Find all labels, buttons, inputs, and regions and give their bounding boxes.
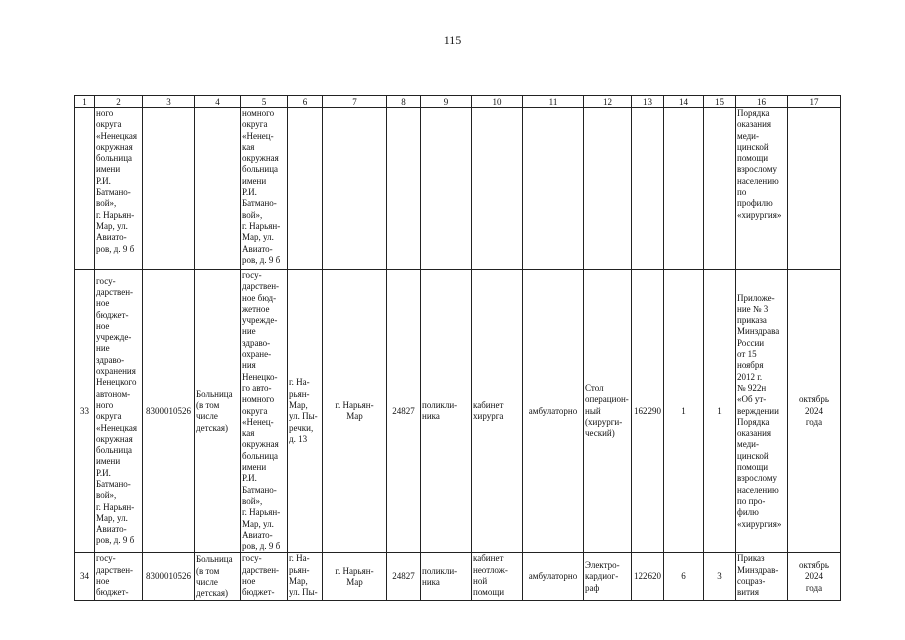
table-row-continued [75,108,841,270]
table-cell: 1 [704,270,736,553]
table-cell: Порядка оказания меди- цинской помощи взрослому населению по профилю «хирургия» [736,108,788,270]
column-number: 14 [664,96,704,108]
table-cell: госу- дарствен- ное бюд- жетное учрежде- ние здраво- охране- ния Ненецко- го авто- номного округа «Ненец- кая окружная больница имени Р.И. Батмано- вой», г. Нарьян- Мар, ул. Авиато- ров, д. 9 б [241,270,288,553]
table-row [75,553,841,601]
column-number: 17 [788,96,841,108]
table-cell: 1 [664,270,704,553]
column-number: 6 [288,96,323,108]
table-cell: 8300010526 [143,270,195,553]
table-cell: октябрь 2024 года [788,553,841,601]
column-number: 5 [241,96,288,108]
column-number: 11 [523,96,584,108]
table-cell: госу- дарствен- ное бюджет- [241,553,288,601]
page-number: 115 [443,33,462,47]
column-number: 10 [472,96,523,108]
table-cell: 3 [704,553,736,601]
table-cell: Приложе- ние № 3 приказа Минздрава России от 15 ноября 2012 г. № 922н «Об ут- верждении Порядка оказания меди- цинской помощи взрослому населению по про- филю «хирургия» [736,270,788,553]
column-number: 4 [195,96,241,108]
table-cell: 8300010526 [143,553,195,601]
table-cell: 24827 [387,270,421,553]
column-number: 12 [584,96,632,108]
table-cell: поликли- ника [421,553,472,601]
table-cell: госу- дарствен- ное бюджет- ное учрежде- ние здраво- охранения Ненецкого автоном- ного округа «Ненецкая окружная больница имени Р.И. Батмано- вой», г. Нарьян- Мар, ул. Авиато- ров, д. 9 б [95,270,143,553]
table-row [75,270,841,553]
table-cell: г. Нарьян- Мар [323,270,387,553]
table-cell: Приказ Минздрав- соцраз- вития [736,553,788,601]
column-number: 13 [632,96,664,108]
equipment-table [74,95,841,601]
table-cell: поликли- ника [421,270,472,553]
table-cell: октябрь 2024 года [788,270,841,553]
column-number: 8 [387,96,421,108]
column-number: 7 [323,96,387,108]
table-cell: г. На- рьян- Мар, ул. Пы- речки, д. 13 [288,270,323,553]
table-cell: госу- дарствен- ное бюджет- [95,553,143,601]
column-number: 9 [421,96,472,108]
table-cell: кабинет неотлож- ной помощи [472,553,523,601]
table-cell: 122620 [632,553,664,601]
column-number: 16 [736,96,788,108]
table-cell: номного округа «Ненец- кая окружная больница имени Р.И. Батмано- вой», г. Нарьян- Мар, ул. Авиато- ров, д. 9 б [241,108,288,270]
table-cell: 6 [664,553,704,601]
column-number: 3 [143,96,195,108]
table-cell: амбулаторно [523,553,584,601]
table-cell: 162290 [632,270,664,553]
column-number: 15 [704,96,736,108]
table-cell: Больница (в том числе детская) [195,270,241,553]
table-cell: кабинет хирурга [472,270,523,553]
row-number: 33 [75,270,95,553]
table-cell: 24827 [387,553,421,601]
column-number: 1 [75,96,95,108]
table-cell: ного округа «Ненецкая окружная больница имени Р.И. Батмано- вой», г. Нарьян- Мар, ул. Авиато- ров, д. 9 б [95,108,143,270]
row-number: 34 [75,553,95,601]
table-cell: Электро- кардиог- раф [584,553,632,601]
table-cell: амбулаторно [523,270,584,553]
header-row [75,96,841,108]
column-number: 2 [95,96,143,108]
table-cell: Больница (в том числе детская) [195,553,241,601]
table-cell: Стол операцион- ный (хирурги- ческий) [584,270,632,553]
table-cell: г. На- рьян- Мар, ул. Пы- [288,553,323,601]
table-cell: г. Нарьян- Мар [323,553,387,601]
